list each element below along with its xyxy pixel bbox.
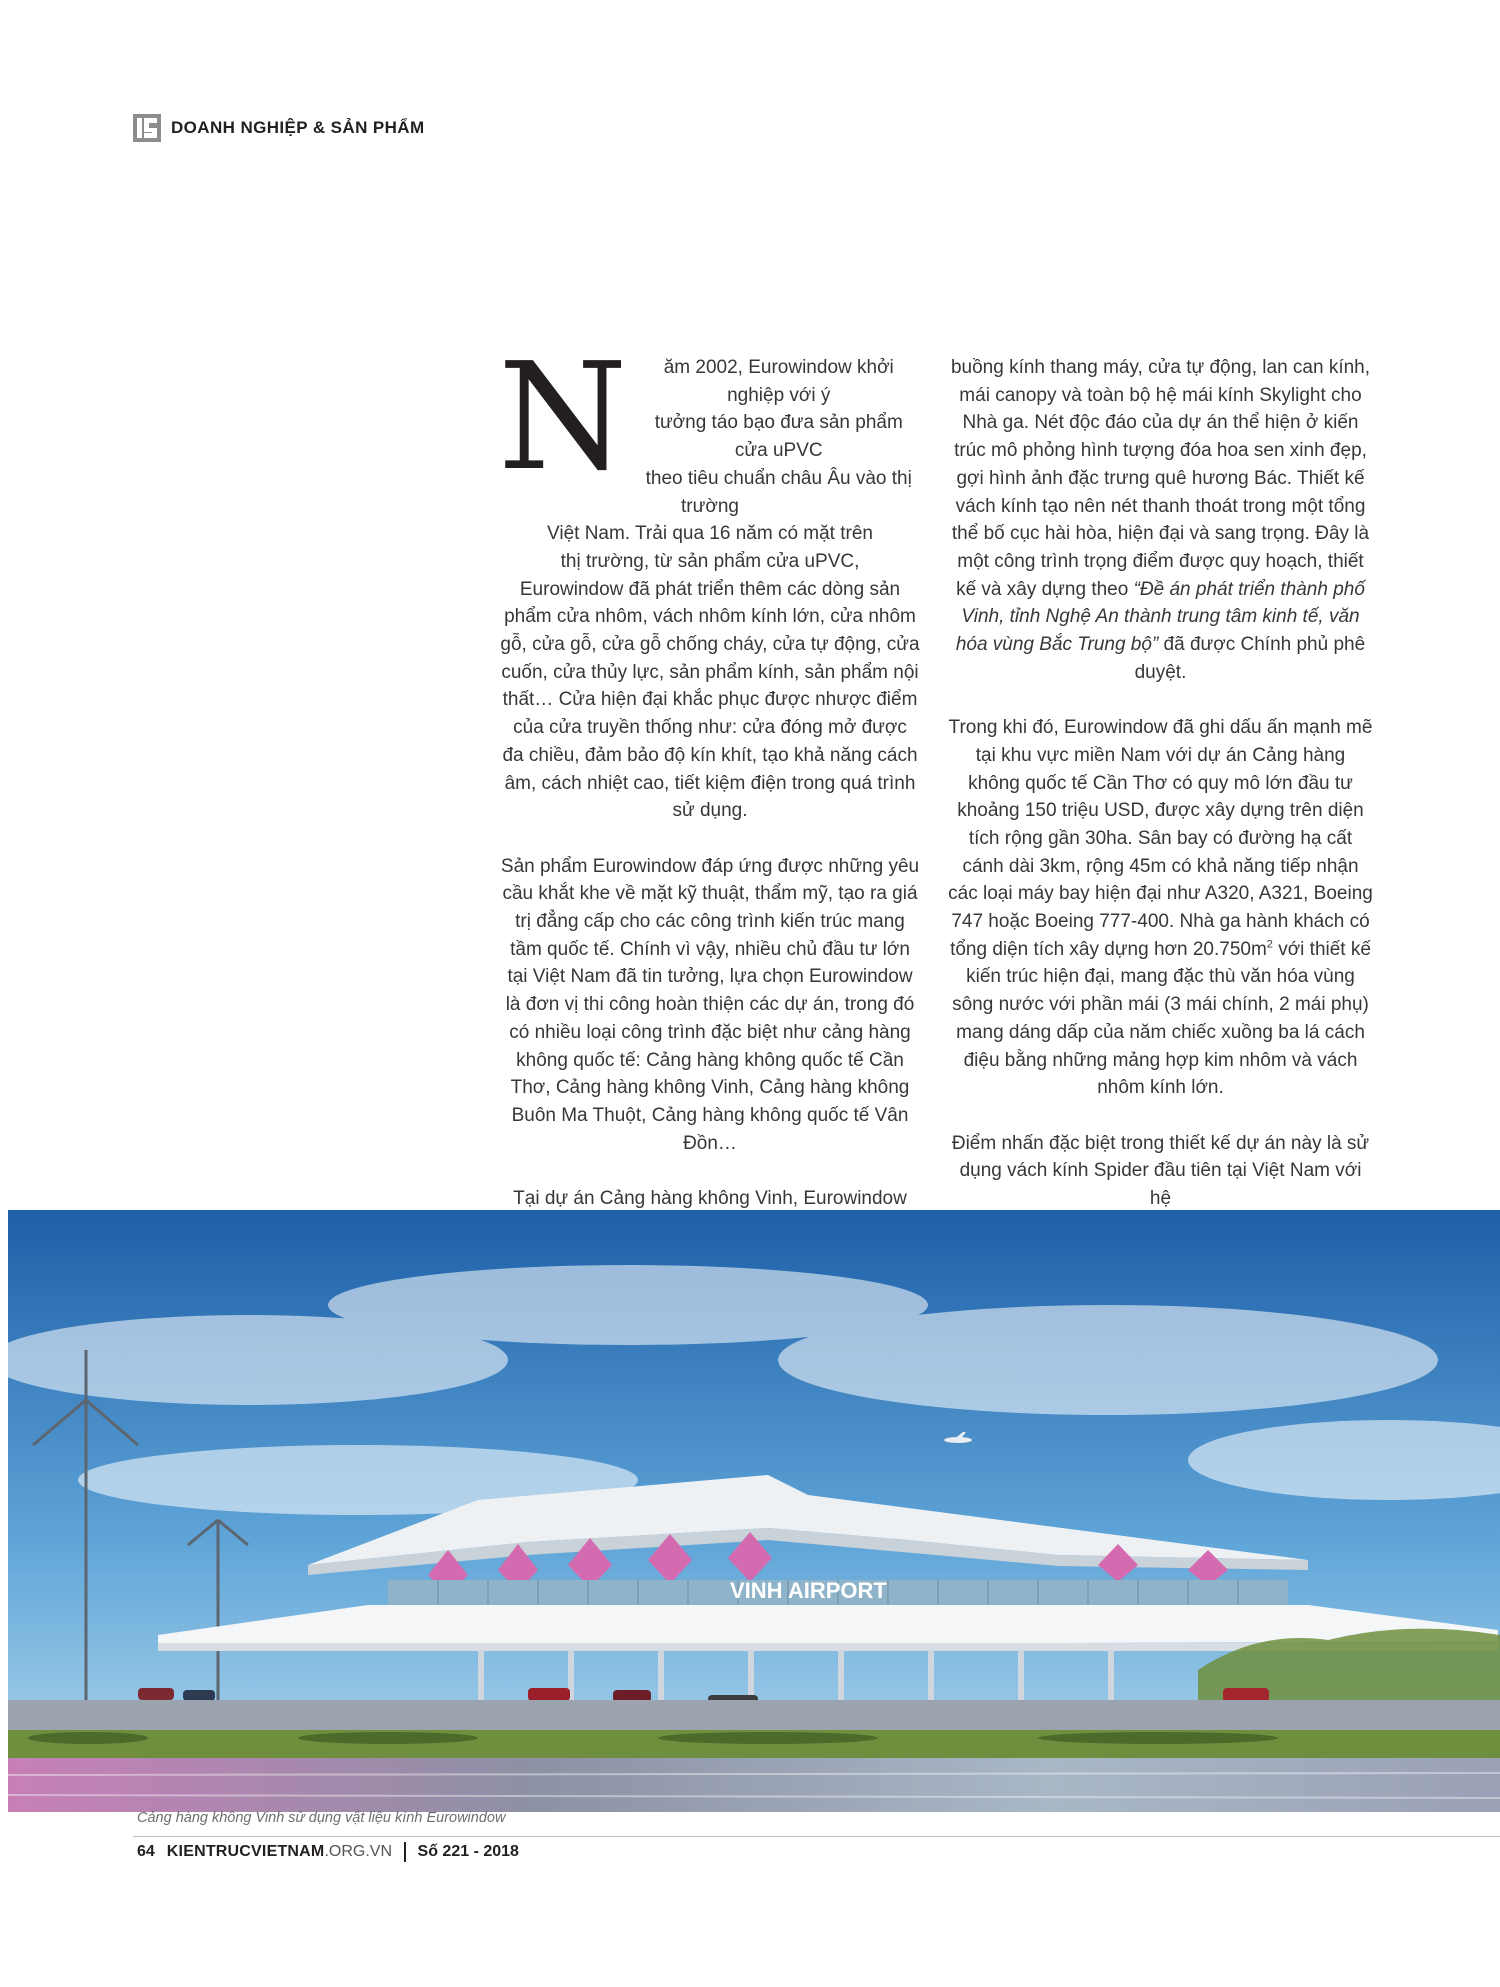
site-name: KIENTRUCVIETNAM [166,1843,325,1860]
paragraph [948,714,1373,1102]
text-line: Việt Nam. Trải qua 16 năm có mặt trên [547,523,873,545]
text-line: ăm 2002, Eurowindow khởi nghiệp với ý [663,357,894,406]
airport-illustration [8,1210,1500,1812]
sidewalk [8,1700,1500,1730]
paragraph-text: Trong khi đó, Eurowindow đã ghi dấu ấn mạnh mẽ tại khu vực miền Nam với dự án Cảng hàng không quốc tế Cần Thơ có quy mô lớn đầu tư khoảng 150 triệu USD, được xây dựng trên diện tích rộng gần 30ha. Sân bay có đường hạ cất cánh dài 3km, rộng 45m có khả năng tiếp nhận các loại máy bay hiện đại như A320, A321, Boeing 747 hoặc Boeing 777-400. Nhà ga hành khách có tổng diện tích xây dựng hơn 20.750m [948,717,1373,960]
site-suffix: .ORG.VN [324,1843,393,1860]
paragraph: Sản phẩm Eurowindow đáp ứng được những yêu cầu khắt khe về mặt kỹ thuật, thẩm mỹ, tạo ra giá trị đẳng cấp cho các công trình kiến trúc mang tầm quốc tế. Chính vì vậy, nhiều chủ đầu tư lớn tại Việt Nam đã tin tưởng, lựa chọn Eurowindow là đơn vị thi công hoàn thiện các dự án, trong đó có nhiều loại công trình đặc biệt như cảng hàng không quốc tế: Cảng hàng không quốc tế Cần Thơ, Cảng hàng không Vinh, Cảng hàng không Buôn Ma Thuột, Cảng hàng không quốc tế Vân Đồn… [500,855,920,1154]
page-number: 64 [137,1843,155,1860]
paragraph: Điểm nhấn đặc biệt trong thiết kế dự án này là sử dụng vách kính Spider đầu tiên tại Việt Nam với hệ [951,1132,1370,1210]
paragraph-text: Tại dự án Cảng hàng không Vinh, Eurowindow [513,1188,907,1210]
superscript: 2 [1266,938,1273,951]
paragraph-text: Eurowindow đã phát triển thêm các dòng sản phẩm cửa nhôm, vách nhôm kính lớn, cửa nhôm gỗ, cửa gỗ, cửa gỗ chống cháy, cửa tự động, cửa cuốn, cửa thủy lực, sản phẩm kính, sản phẩm nội thất… Cửa hiện đại khắc phục được nhược điểm của cửa truyền thống như: cửa đóng mở được đa chiều, đảm bảo độ kín khít, tạo khả năng cách âm, cách nhiệt cao, tiết kiệm điện trong quá trình sử dụng. [500,578,920,822]
section-title: DOANH NGHIỆP & SẢN PHẨM [171,118,425,137]
article-column-left [498,331,920,1324]
footer-divider [133,1836,1500,1837]
paragraph-intro [498,331,920,825]
article-column-right [948,354,1373,1240]
photo-caption: Cảng hàng không Vinh sử dụng vật liệu kính Eurowindow [137,1810,506,1826]
paragraph-text: với thiết kế kiến trúc hiện đại, mang đặc thù văn hóa vùng sông nước với phần mái (3 mái chính, 2 mái phụ) mang dáng dấp của năm chiếc xuồng ba lá cách điệu bằng những mảng hợp kim nhôm và vách nhôm kính lớn. [952,938,1371,1099]
paragraph-text: đã được Chính phủ phê duyệt. [1134,634,1366,683]
airport-photo [8,1210,1500,1812]
issue-number: Số 221 - 2018 [417,1843,519,1860]
kt-logo-icon [133,114,161,142]
road [8,1758,1500,1812]
airport-sign: VINH AIRPORT [730,1578,887,1603]
drop-cap: N [498,331,628,503]
text-line: tưởng táo bạo đưa sản phẩm cửa uPVC [654,412,903,462]
section-header [133,114,425,142]
text-line: theo tiêu chuẩn châu Âu vào thị trường [645,467,912,517]
paragraph-text: buồng kính thang máy, cửa tự động, lan can kính, mái canopy và toàn bộ hệ mái kính Skylight cho Nhà ga. Nét độc đáo của dự án thể hiện ở kiến trúc mô phỏng hình tượng đóa hoa sen xinh đẹp, gợi hình ảnh đặc trưng quê hương Bác. Thiết kế vách kính tạo nên nét thanh thoát trong một tổng thể bố cục hài hòa, hiện đại và sang trọng. Đây là một công trình trọng điểm được quy hoạch, thiết kế và xây dựng theo [950,357,1371,600]
paragraph [948,354,1373,686]
footer-separator [404,1842,406,1862]
text-line: thị trường, từ sản phẩm cửa uPVC, [560,550,860,572]
italic-quote: “Đề án phát triển thành phố Vinh, tỉnh Nghệ An thành trung tâm kinh tế, văn hóa vùng Bắc Trung bộ” [955,578,1365,656]
page-footer [137,1842,519,1862]
